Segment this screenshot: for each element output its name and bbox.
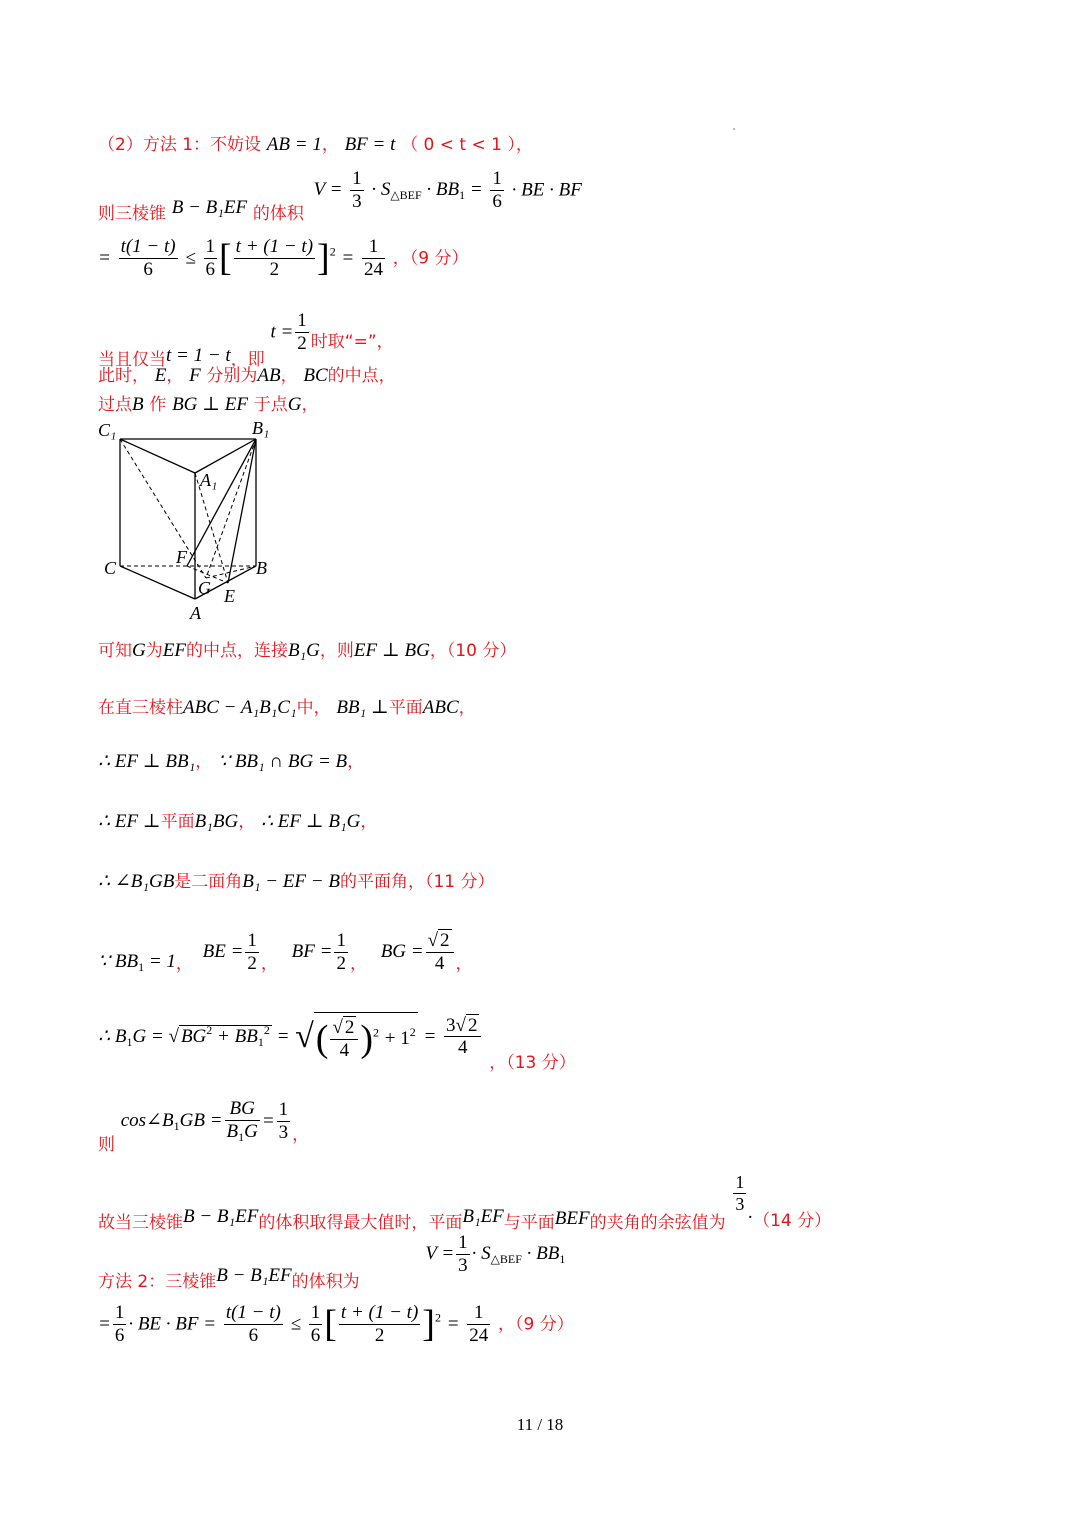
lengths-line: ∵ $BB_1 = 1$， BE = $\frac{1}{2}$ ， BF = $\frac{1}{2}$ ， BG = $\frac{√ 2}{4}$ ， — [98, 930, 473, 975]
label-a: A — [190, 603, 201, 623]
label-b: B — [256, 558, 267, 578]
equality-condition: 当且仅当t = 1 − t，即 t = $\frac{1}{2}$ 时取“=”， — [98, 310, 394, 371]
label-a1: A₁ — [200, 470, 218, 490]
label-c1: C₁ — [98, 420, 117, 440]
method1-intro: （2）方法 1：不妨设 AB = 1， BF = t （ 0 < t < 1 ）， — [98, 134, 533, 155]
method2-line: 方法 2：三棱锥B − B₁EF的体积为 V = $\frac{1}{3}$ · $S_{\triangle BEF} \cdot BB_1$ — [98, 1232, 566, 1293]
frac-1-3: $\frac{1}{3}$ — [352, 168, 362, 212]
midpoint-line: 此时， E， F 分别为AB， BC的中点， — [98, 365, 396, 386]
inequality-line: = $\frac{t(1 - t)}{6}$ ≤ $\frac{1}{6}$ [ $\frac{t + (1 - t)}{2}$ ]$^2$ = $\frac{1}{24}$ ，（9 分） — [98, 236, 469, 280]
frac-1-6: $\frac{1}{6}$ — [492, 168, 502, 212]
prism-figure — [96, 416, 296, 626]
label-b1: B₁ — [252, 418, 270, 438]
method2-inequality: = $\frac{1}{6}$ · BE · BF = $\frac{t(1 - t)}{6}$ ≤ $\frac{1}{6}$ [ $\frac{t + (1 - t)}{2}$ ]$^2$ = $\frac{1}{24}$ ，（9 分） — [98, 1302, 574, 1346]
page-number: 11 / 18 — [516, 1415, 564, 1434]
conclusion-line: 故当三棱锥B − B₁EF的体积取得最大值时，平面B₁EF与平面BEF的夹角的余弦值为 $\frac{1}{3}$ .（14 分） — [98, 1172, 832, 1234]
label-g: G — [198, 578, 211, 598]
dihedral-angle-line: ∴ ∠B₁GB是二面角B₁ − EF − B的平面角，（11 分） — [98, 871, 495, 892]
prism-line: 在直三棱柱ABC − A₁B₁C₁中， BB₁ ⊥平面ABC， — [98, 697, 476, 718]
stray-mark — [733, 128, 735, 130]
label-e: E — [224, 586, 235, 606]
midpoint-g-line: 可知G为EF的中点，连接B₁G，则EF ⊥ BG，（10 分） — [98, 640, 517, 661]
label-c: C — [104, 558, 117, 578]
label-f: F — [176, 547, 187, 567]
perpendicular-line: 过点B 作 BG ⊥ EF 于点G， — [98, 394, 319, 415]
volume-formula-line: 则三棱锥 B − B₁EF 的体积 V = $\frac{1}{3}$ · $S_{\triangle BEF} \cdot BB_1$ = $\frac{1}{6}$ · BE · BF — [98, 168, 582, 225]
cosine-line: 则 $\cos\angle B_1GB$ = $\frac{BG}{B_1G}$ = $\frac{1}{3}$ ， — [98, 1098, 310, 1156]
b1g-length-line: ∴ $B_1G$ = √ $BG^2 + BB_1^2$ = √( $\frac{√ 2}{4}$ )$^2 + 1^2$ = $\frac{3√ 2}{4}$ ，（13 分） — [98, 1012, 576, 1062]
therefore-line-1: ∴ EF ⊥ BB₁， ∵ BB₁ ∩ BG = B， — [98, 751, 365, 772]
therefore-line-2: ∴ EF ⊥平面B₁BG， ∴ EF ⊥ B₁G， — [98, 811, 378, 832]
